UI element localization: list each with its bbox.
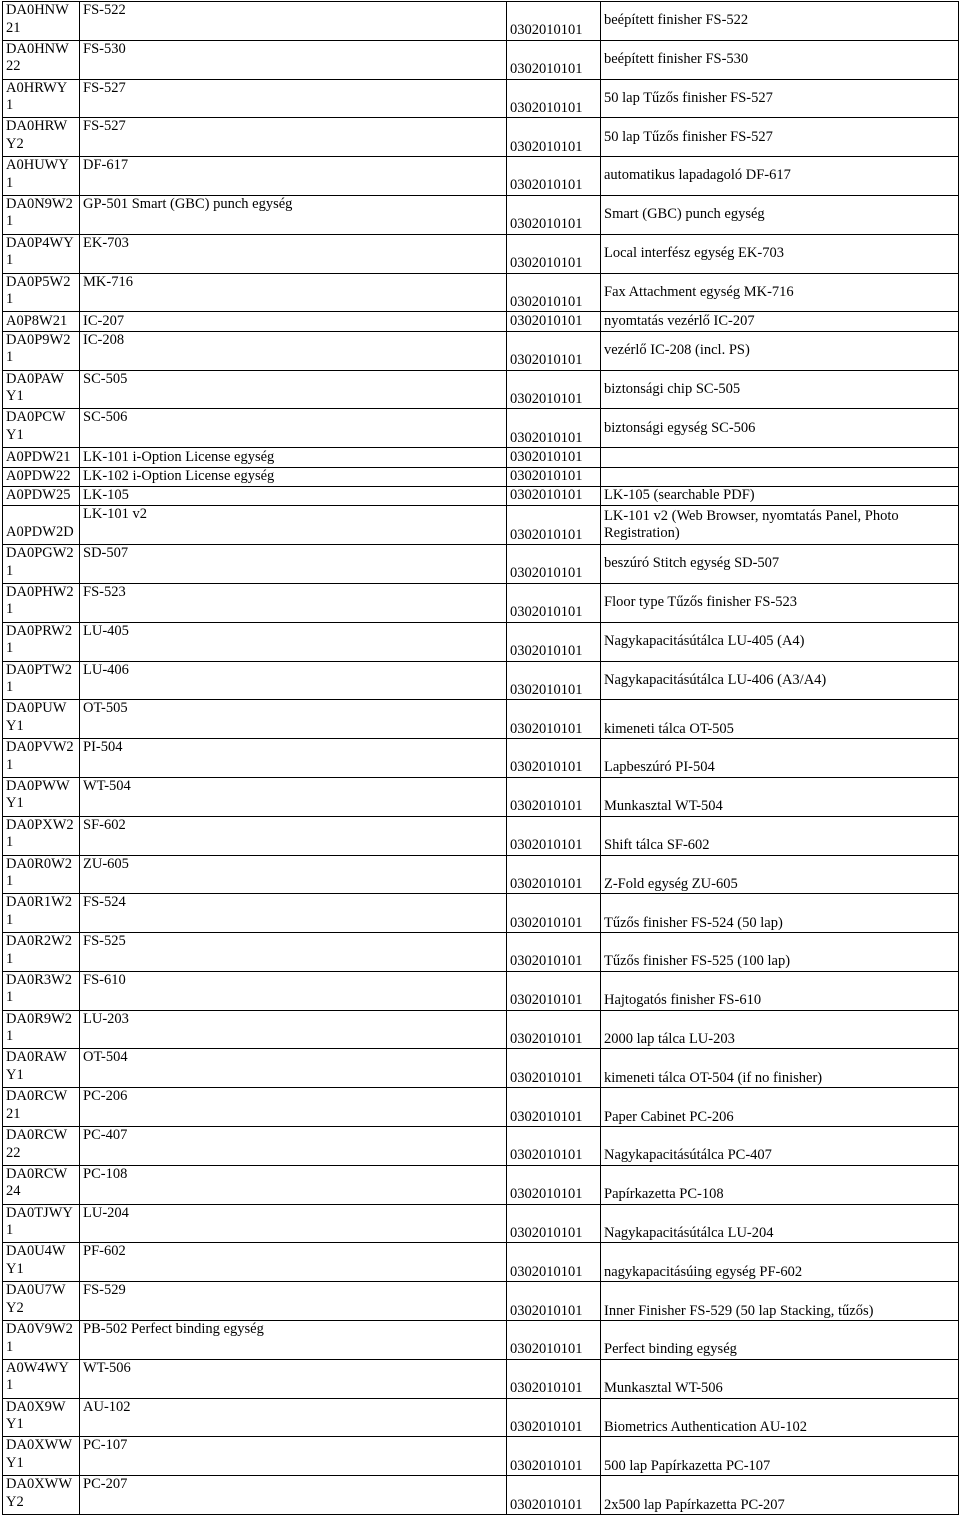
table-row — [3, 1437, 959, 1476]
model-cell: LU-405 — [80, 622, 507, 661]
table-row — [3, 622, 959, 661]
description-cell — [601, 448, 959, 467]
product-code-cell: DA0PHW2 1 — [3, 583, 80, 622]
item-number-cell: 0302010101 — [507, 2, 601, 41]
item-number-cell: 0302010101 — [507, 622, 601, 661]
model-cell: FS-530 — [80, 40, 507, 79]
table-row — [3, 467, 959, 486]
table-row — [3, 2, 959, 41]
table-row — [3, 40, 959, 79]
product-code-cell: DA0R0W2 1 — [3, 855, 80, 894]
model-cell: WT-504 — [80, 777, 507, 816]
model-cell: FS-525 — [80, 933, 507, 972]
table-row — [3, 1398, 959, 1437]
table-row — [3, 118, 959, 157]
table-row — [3, 739, 959, 778]
description-cell: biztonsági chip SC-505 — [601, 370, 959, 409]
model-cell: PC-108 — [80, 1165, 507, 1204]
product-code-cell: DA0XWW Y1 — [3, 1437, 80, 1476]
product-code-cell: DA0P4WY 1 — [3, 234, 80, 273]
description-cell: Biometrics Authentication AU-102 — [601, 1398, 959, 1437]
description-cell: Tűzős finisher FS-524 (50 lap) — [601, 894, 959, 933]
item-number-cell: 0302010101 — [507, 739, 601, 778]
model-cell: FS-527 — [80, 79, 507, 118]
description-cell: Paper Cabinet PC-206 — [601, 1088, 959, 1127]
item-number-cell: 0302010101 — [507, 894, 601, 933]
item-number-cell: 0302010101 — [507, 545, 601, 584]
product-code-cell: A0PDW22 — [3, 467, 80, 486]
item-number-cell: 0302010101 — [507, 467, 601, 486]
model-cell: LK-102 i-Option License egység — [80, 467, 507, 486]
item-number-cell: 0302010101 — [507, 1359, 601, 1398]
product-code-cell: A0PDW25 — [3, 486, 80, 505]
description-cell: Shift tálca SF-602 — [601, 816, 959, 855]
description-cell: 2x500 lap Papírkazetta PC-207 — [601, 1476, 959, 1515]
table-row — [3, 1321, 959, 1360]
model-cell: SC-505 — [80, 370, 507, 409]
table-row — [3, 1049, 959, 1088]
description-cell: 50 lap Tűzős finisher FS-527 — [601, 118, 959, 157]
description-cell: Hajtogatós finisher FS-610 — [601, 971, 959, 1010]
model-cell: ZU-605 — [80, 855, 507, 894]
item-number-cell: 0302010101 — [507, 1282, 601, 1321]
product-code-cell: DA0R1W2 1 — [3, 894, 80, 933]
description-cell: kimeneti tálca OT-505 — [601, 700, 959, 739]
description-cell: Nagykapacitásútálca LU-406 (A3/A4) — [601, 661, 959, 700]
item-number-cell: 0302010101 — [507, 1476, 601, 1515]
item-number-cell: 0302010101 — [507, 1204, 601, 1243]
product-code-cell: DA0R3W2 1 — [3, 971, 80, 1010]
product-table — [2, 1, 959, 1515]
description-cell: Tűzős finisher FS-525 (100 lap) — [601, 933, 959, 972]
description-cell: Nagykapacitásútálca LU-405 (A4) — [601, 622, 959, 661]
item-number-cell: 0302010101 — [507, 486, 601, 505]
model-cell: WT-506 — [80, 1359, 507, 1398]
description-cell: nyomtatás vezérlő IC-207 — [601, 312, 959, 331]
product-code-cell: DA0HNW 21 — [3, 2, 80, 41]
description-cell: automatikus lapadagoló DF-617 — [601, 157, 959, 196]
product-code-cell: DA0RAW Y1 — [3, 1049, 80, 1088]
item-number-cell: 0302010101 — [507, 855, 601, 894]
item-number-cell: 0302010101 — [507, 40, 601, 79]
model-cell: AU-102 — [80, 1398, 507, 1437]
description-cell: Perfect binding egység — [601, 1321, 959, 1360]
product-code-cell: DA0U4W Y1 — [3, 1243, 80, 1282]
table-row — [3, 855, 959, 894]
product-code-cell: A0P8W21 — [3, 312, 80, 331]
table-row — [3, 1204, 959, 1243]
model-cell: LU-203 — [80, 1010, 507, 1049]
table-row — [3, 1359, 959, 1398]
description-cell: Papírkazetta PC-108 — [601, 1165, 959, 1204]
model-cell: PF-602 — [80, 1243, 507, 1282]
table-row — [3, 933, 959, 972]
product-code-cell: DA0N9W2 1 — [3, 195, 80, 234]
table-row — [3, 777, 959, 816]
table-row — [3, 1127, 959, 1166]
model-cell: LU-204 — [80, 1204, 507, 1243]
product-code-cell: DA0PUW Y1 — [3, 700, 80, 739]
model-cell: PB-502 Perfect binding egység — [80, 1321, 507, 1360]
description-cell: Z-Fold egység ZU-605 — [601, 855, 959, 894]
table-row — [3, 448, 959, 467]
product-code-cell: DA0XWW Y2 — [3, 1476, 80, 1515]
model-cell: LK-101 i-Option License egység — [80, 448, 507, 467]
description-cell: beszúró Stitch egység SD-507 — [601, 545, 959, 584]
item-number-cell: 0302010101 — [507, 79, 601, 118]
product-code-cell: A0HRWY 1 — [3, 79, 80, 118]
model-cell: FS-610 — [80, 971, 507, 1010]
description-cell: LK-105 (searchable PDF) — [601, 486, 959, 505]
description-cell: LK-101 v2 (Web Browser, nyomtatás Panel, Photo Registration) — [601, 506, 959, 545]
model-cell: DF-617 — [80, 157, 507, 196]
model-cell: IC-208 — [80, 331, 507, 370]
product-code-cell: DA0PRW2 1 — [3, 622, 80, 661]
description-cell: Munkasztal WT-506 — [601, 1359, 959, 1398]
item-number-cell: 0302010101 — [507, 1127, 601, 1166]
product-code-cell: DA0RCW 21 — [3, 1088, 80, 1127]
item-number-cell: 0302010101 — [507, 273, 601, 312]
table-row — [3, 1243, 959, 1282]
item-number-cell: 0302010101 — [507, 506, 601, 545]
table-row — [3, 195, 959, 234]
product-code-cell: A0HUWY 1 — [3, 157, 80, 196]
table-row — [3, 506, 959, 545]
table-row — [3, 545, 959, 584]
table-row — [3, 1010, 959, 1049]
item-number-cell: 0302010101 — [507, 448, 601, 467]
table-row — [3, 1088, 959, 1127]
description-cell: 50 lap Tűzős finisher FS-527 — [601, 79, 959, 118]
table-row — [3, 1476, 959, 1515]
item-number-cell: 0302010101 — [507, 234, 601, 273]
product-code-cell: DA0PXW2 1 — [3, 816, 80, 855]
item-number-cell: 0302010101 — [507, 312, 601, 331]
description-cell: 500 lap Papírkazetta PC-107 — [601, 1437, 959, 1476]
product-code-cell: DA0P9W2 1 — [3, 331, 80, 370]
description-cell: Smart (GBC) punch egység — [601, 195, 959, 234]
item-number-cell: 0302010101 — [507, 1437, 601, 1476]
table-row — [3, 661, 959, 700]
item-number-cell: 0302010101 — [507, 1398, 601, 1437]
product-code-cell: DA0PWW Y1 — [3, 777, 80, 816]
table-row — [3, 157, 959, 196]
product-code-cell: DA0TJWY 1 — [3, 1204, 80, 1243]
model-cell: OT-505 — [80, 700, 507, 739]
table-row — [3, 700, 959, 739]
description-cell: Nagykapacitásútálca PC-407 — [601, 1127, 959, 1166]
item-number-cell: 0302010101 — [507, 583, 601, 622]
description-cell: Nagykapacitásútálca LU-204 — [601, 1204, 959, 1243]
item-number-cell: 0302010101 — [507, 777, 601, 816]
description-cell: Inner Finisher FS-529 (50 lap Stacking, tűzős) — [601, 1282, 959, 1321]
description-cell: Lapbeszúró PI-504 — [601, 739, 959, 778]
model-cell: PC-407 — [80, 1127, 507, 1166]
product-code-cell: DA0P5W2 1 — [3, 273, 80, 312]
item-number-cell: 0302010101 — [507, 1010, 601, 1049]
table-row — [3, 816, 959, 855]
model-cell: EK-703 — [80, 234, 507, 273]
model-cell: PC-207 — [80, 1476, 507, 1515]
model-cell: PI-504 — [80, 739, 507, 778]
product-code-cell: DA0R9W2 1 — [3, 1010, 80, 1049]
item-number-cell: 0302010101 — [507, 933, 601, 972]
table-row — [3, 1165, 959, 1204]
model-cell: SD-507 — [80, 545, 507, 584]
table-row — [3, 583, 959, 622]
item-number-cell: 0302010101 — [507, 816, 601, 855]
product-code-cell: DA0X9W Y1 — [3, 1398, 80, 1437]
table-row — [3, 409, 959, 448]
product-code-cell: DA0V9W2 1 — [3, 1321, 80, 1360]
model-cell: LK-105 — [80, 486, 507, 505]
product-code-cell: DA0RCW 24 — [3, 1165, 80, 1204]
model-cell: LK-101 v2 — [80, 506, 507, 545]
product-code-cell: DA0PAW Y1 — [3, 370, 80, 409]
description-cell: Fax Attachment egység MK-716 — [601, 273, 959, 312]
table-row — [3, 894, 959, 933]
table-row — [3, 234, 959, 273]
description-cell: beépített finisher FS-522 — [601, 2, 959, 41]
table-row — [3, 971, 959, 1010]
table-row — [3, 79, 959, 118]
item-number-cell: 0302010101 — [507, 1321, 601, 1360]
item-number-cell: 0302010101 — [507, 661, 601, 700]
model-cell: IC-207 — [80, 312, 507, 331]
model-cell: FS-527 — [80, 118, 507, 157]
description-cell: vezérlő IC-208 (incl. PS) — [601, 331, 959, 370]
description-cell: nagykapacitásúing egység PF-602 — [601, 1243, 959, 1282]
description-cell: 2000 lap tálca LU-203 — [601, 1010, 959, 1049]
product-table-body — [3, 2, 959, 1515]
model-cell: FS-522 — [80, 2, 507, 41]
model-cell: FS-529 — [80, 1282, 507, 1321]
model-cell: GP-501 Smart (GBC) punch egység — [80, 195, 507, 234]
product-code-cell: DA0PCW Y1 — [3, 409, 80, 448]
product-code-cell: DA0PTW2 1 — [3, 661, 80, 700]
table-row — [3, 312, 959, 331]
product-code-cell: DA0HRW Y2 — [3, 118, 80, 157]
description-cell: beépített finisher FS-530 — [601, 40, 959, 79]
model-cell: FS-524 — [80, 894, 507, 933]
product-code-cell: DA0RCW 22 — [3, 1127, 80, 1166]
item-number-cell: 0302010101 — [507, 331, 601, 370]
item-number-cell: 0302010101 — [507, 1165, 601, 1204]
item-number-cell: 0302010101 — [507, 1088, 601, 1127]
product-code-cell: A0PDW2D — [3, 506, 80, 545]
product-code-cell: A0W4WY 1 — [3, 1359, 80, 1398]
table-row — [3, 331, 959, 370]
table-row — [3, 370, 959, 409]
product-code-cell: A0PDW21 — [3, 448, 80, 467]
model-cell: PC-206 — [80, 1088, 507, 1127]
item-number-cell: 0302010101 — [507, 1243, 601, 1282]
description-cell: Local interfész egység EK-703 — [601, 234, 959, 273]
model-cell: PC-107 — [80, 1437, 507, 1476]
product-code-cell: DA0HNW 22 — [3, 40, 80, 79]
model-cell: SC-506 — [80, 409, 507, 448]
model-cell: SF-602 — [80, 816, 507, 855]
item-number-cell: 0302010101 — [507, 157, 601, 196]
description-cell: kimeneti tálca OT-504 (if no finisher) — [601, 1049, 959, 1088]
table-row — [3, 1282, 959, 1321]
table-row — [3, 486, 959, 505]
model-cell: FS-523 — [80, 583, 507, 622]
item-number-cell: 0302010101 — [507, 971, 601, 1010]
description-cell: Floor type Tűzős finisher FS-523 — [601, 583, 959, 622]
model-cell: LU-406 — [80, 661, 507, 700]
product-code-cell: DA0U7W Y2 — [3, 1282, 80, 1321]
model-cell: MK-716 — [80, 273, 507, 312]
item-number-cell: 0302010101 — [507, 195, 601, 234]
item-number-cell: 0302010101 — [507, 409, 601, 448]
description-cell: Munkasztal WT-504 — [601, 777, 959, 816]
product-code-cell: DA0PVW2 1 — [3, 739, 80, 778]
table-row — [3, 273, 959, 312]
product-code-cell: DA0PGW2 1 — [3, 545, 80, 584]
model-cell: OT-504 — [80, 1049, 507, 1088]
item-number-cell: 0302010101 — [507, 700, 601, 739]
item-number-cell: 0302010101 — [507, 1049, 601, 1088]
item-number-cell: 0302010101 — [507, 370, 601, 409]
item-number-cell: 0302010101 — [507, 118, 601, 157]
description-cell: biztonsági egység SC-506 — [601, 409, 959, 448]
product-code-cell: DA0R2W2 1 — [3, 933, 80, 972]
description-cell — [601, 467, 959, 486]
